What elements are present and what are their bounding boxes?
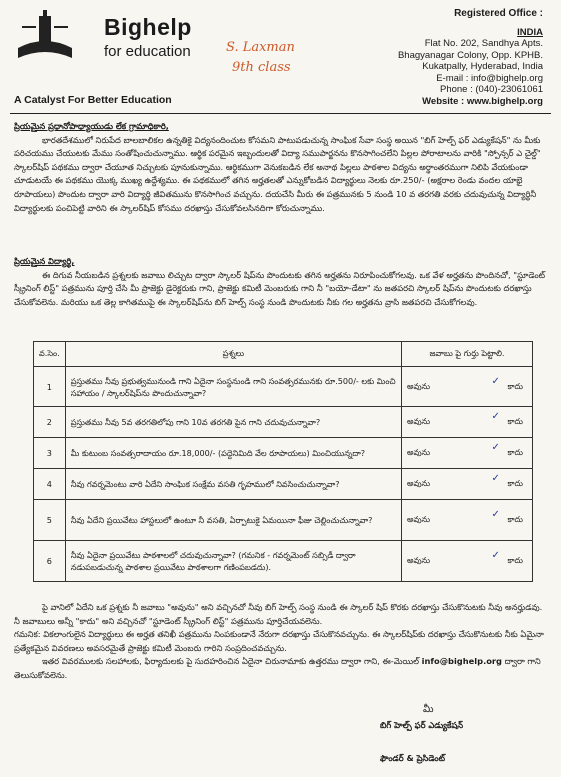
answer-yes[interactable]: అవును <box>407 514 431 524</box>
tick-mark-icon: ✓ <box>491 442 500 453</box>
answer-options <box>407 550 527 567</box>
answer-no-checked[interactable] <box>491 509 523 526</box>
column-header-questions: ప్రశ్నలు <box>65 342 401 367</box>
row-number: 2 <box>34 407 66 438</box>
office-address-line: Bhagyanagar Colony, Opp. KPHB. <box>397 49 543 61</box>
office-address-line: Flat No. 202, Sandhya Apts. <box>424 38 543 49</box>
answer-no-label: కాదు <box>507 447 523 457</box>
answer-yes[interactable]: అవును <box>407 416 431 426</box>
book-logo-icon <box>14 8 76 64</box>
salutation-student: ప్రియమైన విద్యార్థి, <box>14 256 75 266</box>
contact-text: ఇతర వివరములకు సలహాలకు, ఫిర్యాదులకు పై సుదహరించిన ఏదైనా చిరునామాకు ఉత్తరము ద్వారా గాని, ఈ-మెయిల్ <box>42 656 420 667</box>
row-number: 6 <box>34 541 66 582</box>
answer-no-label: కాదు <box>507 555 523 565</box>
column-header-number: వ.సెం. <box>34 342 66 367</box>
answer-no-label: కాదు <box>507 514 523 524</box>
header-divider <box>10 113 551 114</box>
row-answer-cell <box>402 500 533 541</box>
tagline: A Catalyst For Better Education <box>14 94 172 106</box>
paragraph-contact <box>14 655 548 682</box>
answer-no-checked[interactable] <box>491 473 523 490</box>
office-email: E-mail : info@bighelp.org <box>436 72 543 84</box>
row-answer-cell <box>402 367 533 407</box>
answer-options <box>407 375 527 393</box>
signature-mark: మీ <box>423 704 434 715</box>
row-question: నీవు ఏదైనా ప్రయివేటు పాఠశాలలో చదువుచున్నావా? (గమనిక - గవర్నమెంట్ సబ్సిడీ ద్వారా నడుపబడుచున్న పాఠశాల ప్రయివేటు పాఠశాలగా గణింపబడదు). <box>65 541 401 582</box>
paragraph-note: గమనిక: వికలాంగులైన విద్యార్థులు ఈ అర్హత తనిఖీ పత్రమును నింపకుండానే నేరుగా దరఖాస్తు చేసుకొనవచ్చును. ఈ స్కాలర్‌షిప్‌కు దరఖాస్తు చేసుకొనుటకు నీకు ఏమైనా ప్రత్యేకమైన వివరణలు అవసరమైతే ప్రాజెక్టు కమిటీ మెంబరు గారిని సంప్రదించవచ్చును. <box>14 629 544 653</box>
answer-yes[interactable]: అవును <box>407 380 431 391</box>
eligibility-table <box>33 341 533 582</box>
signature-org: బిగ్ హెల్ప్ ఫర్ ఎడ్యుకేషన్ <box>380 720 464 730</box>
table-row <box>34 407 533 438</box>
answer-no-checked[interactable] <box>491 550 523 567</box>
tick-mark-icon: ✓ <box>491 550 500 561</box>
table-row <box>34 469 533 500</box>
paragraph-instructions: పై వానిలో ఏదేని ఒక ప్రశ్నకు నీ జవాబు "అవును" అని వచ్చినచో నీవు బిగ్ హెల్ప్ సంస్థ నుండి ఈ స్కాలర్ షిప్ కొరకు దరఖాస్తు చేసుకొనుటకు నీవు అనర్హుడవు. నీ జవాబులు అన్నీ "కాదు" అని వచ్చినచో "స్టూడెంట్ స్క్రీనింగ్ లిస్ట్" పత్రమును పూర్తిచేయవలెను. <box>14 602 543 626</box>
salutation-headmaster: ప్రియమైన ప్రధానోపాధ్యాయుడు లేక గ్రామాధికారి, <box>14 121 169 131</box>
brand-subtitle: for education <box>104 43 191 60</box>
answer-no-checked[interactable] <box>491 411 523 428</box>
row-question: నీవు ఏదేని ప్రయివేటు హాస్టలులో ఉంటూ నీ వసతి, ఏర్పాటుకై ఏమయినా ఫీజు చెల్లించుచున్నావా? <box>65 500 401 541</box>
row-question: ప్రస్తుతము నీవు 5వ తరగతిలోపు గాని 10వ తరగతి పైన గాని చదువుచున్నావా? <box>65 407 401 438</box>
table-row <box>34 541 533 582</box>
registered-office-block <box>343 8 543 107</box>
answer-options <box>407 411 527 428</box>
answer-yes[interactable]: అవును <box>407 555 431 565</box>
letter-student <box>14 255 548 309</box>
table-header-row <box>34 342 533 367</box>
brand-name: Bighelp <box>104 14 192 40</box>
row-question: నీవు గవర్నమెంటు వారి ఏదేని సాంఘిక సంక్షేమ వసతి గృహములో నివసించుచున్నావా? <box>65 469 401 500</box>
answer-options <box>407 509 527 526</box>
office-website: Website : www.bighelp.org <box>422 95 543 107</box>
answer-no-label: కాదు <box>507 380 523 391</box>
row-answer-cell <box>402 407 533 438</box>
paragraph-intro: భారతదేశములో నిరుపేద బాలబాలికల ఉన్నతికై విద్యనందించుట కోసమని పాటుపడుచున్న సాంఘిక సేవా సంస్థ అయిన "బిగ్ హెల్ప్ ఫర్ ఎడ్యుకేషన్" ను మీకు పరిచయము చేయుటకు మేము సంతోషించుచున్నాము. ఆర్థిక పరమైన ఇబ్బందులతో విద్యా సముపార్జనను కొనసాగించలేని పిల్లల పోరాటాలను వారికి "స్పోన్సర్ ఎ చైల్డ్" స్కాలర్‌షిప్ పథకము ద్వారా చేయూత నిచ్చుటకు పూనుకున్నాము. ఆర్థికముగా వెనుకబడిన లేక అనాథ పిల్లలు పాఠశాల విద్యను అర్థాంతరముగా నిలిపి వేయకుండా చూడుటయే ఈ పథకము యొక్క ముఖ్య ఉద్దేశ్యము. ఈ పథకములో తగిన అర్హతలతో ఎన్నుకోబడిన విద్యార్థులు నెలకు రూ.250/- (అక్షరాల రెండు వందల యాభై రూపాయలు) పొందుట ద్వారా వారి విద్యార్థి జీవితమును కొనసాగించ వచ్చును. దయచేసి మీరు ఈ పత్రమునకు 5 నుండి 10 వ తరగతి వరకు చదువుచున్న విద్యార్థినీ విద్యార్థులకు పంచిపెట్టి వారిని ఈ స్కాలర్‌షిప్ కోసము దరఖాస్తు చేసుకోవలసినదిగా కోరుచున్నాము. <box>14 134 541 213</box>
row-answer-cell <box>402 541 533 582</box>
row-number: 5 <box>34 500 66 541</box>
answer-no-checked[interactable] <box>491 375 523 393</box>
row-number: 4 <box>34 469 66 500</box>
answer-no-label: కాదు <box>507 416 523 426</box>
answer-yes[interactable]: అవును <box>407 478 431 488</box>
answer-yes[interactable]: అవును <box>407 447 431 457</box>
answer-options <box>407 473 527 490</box>
letter-closing <box>14 601 548 683</box>
row-question: ప్రస్తుతము నీవు ప్రభుత్వమునుండి గాని ఏదైనా సంస్థనుండి గాని సంవత్సరమునకు రూ.500/- లకు మించి సహాయం / స్కాలర్‌షిప్‌ను పొందుచున్నావా? <box>65 367 401 407</box>
tick-mark-icon: ✓ <box>491 411 500 422</box>
office-phone: Phone : (040)-23061061 <box>440 84 543 95</box>
row-question: మీ కుటుంబ సంవత్సరాదాయం రూ.18,000/- (పద్దెనిమిది వేల రూపాయలు) మించియున్నదా? <box>65 438 401 469</box>
office-title: Registered Office : <box>454 8 543 19</box>
signature-title: ఫౌండర్ & ప్రెసిడెంట్ <box>380 753 445 763</box>
office-country: INDIA <box>517 26 543 38</box>
answer-no-checked[interactable] <box>491 442 523 459</box>
table-row <box>34 367 533 407</box>
letter-intro <box>14 120 548 215</box>
answer-options <box>407 442 527 459</box>
answer-no-label: కాదు <box>507 478 523 488</box>
row-answer-cell <box>402 438 533 469</box>
handwritten-class: 9th class <box>232 60 291 75</box>
table-row <box>34 438 533 469</box>
handwritten-name: S. Laxman <box>226 40 295 55</box>
row-number: 1 <box>34 367 66 407</box>
contact-end: ద్వారా గాని తెలుసుకోవలెను. <box>14 656 541 680</box>
row-answer-cell <box>402 469 533 500</box>
contact-email: info@bighelp.org <box>421 656 502 667</box>
office-address-line: Kukatpally, Hyderabad, India <box>422 61 543 72</box>
tick-mark-icon: ✓ <box>491 375 500 387</box>
table-row <box>34 500 533 541</box>
tick-mark-icon: ✓ <box>491 473 500 484</box>
column-header-answer: జవాబు పై గుర్తు పెట్టాలి. <box>402 342 533 367</box>
paragraph-eligibility: ఈ దిగువ నీయబడిన ప్రశ్నలకు జవాబు లిచ్చుట ద్వారా స్కాలర్ షిప్‌ను పొందుటకు తగిన అర్హతను నిరూపించుకోగలవు. ఒక వేళ అర్హతను పొందినచో, "స్టూడెంట్ స్క్రీనింగ్ లిస్ట్" పత్రమును పూర్తి చేసి మీ ప్రాజెక్టు డైరెక్టరుకు గాని, ప్రాజెక్టు కమిటీ మెంబరుకు గాని నీ "బయో-డేటా" ను జతపరచి స్కాలర్ షిప్‌ను పొందుటకు దరఖాస్తు చేసుకోవలెను. మరియు ఒక తెల్ల కాగితముపై ఈ స్కాలర్‌షిప్‌ను బిగ్ హెల్ప్ సంస్థ నుండి పొందుటకు నీకు గల అర్హతను వ్రాసి జతపరచి చేసుకోగలవు. <box>14 269 546 307</box>
row-number: 3 <box>34 438 66 469</box>
tick-mark-icon: ✓ <box>491 509 500 520</box>
